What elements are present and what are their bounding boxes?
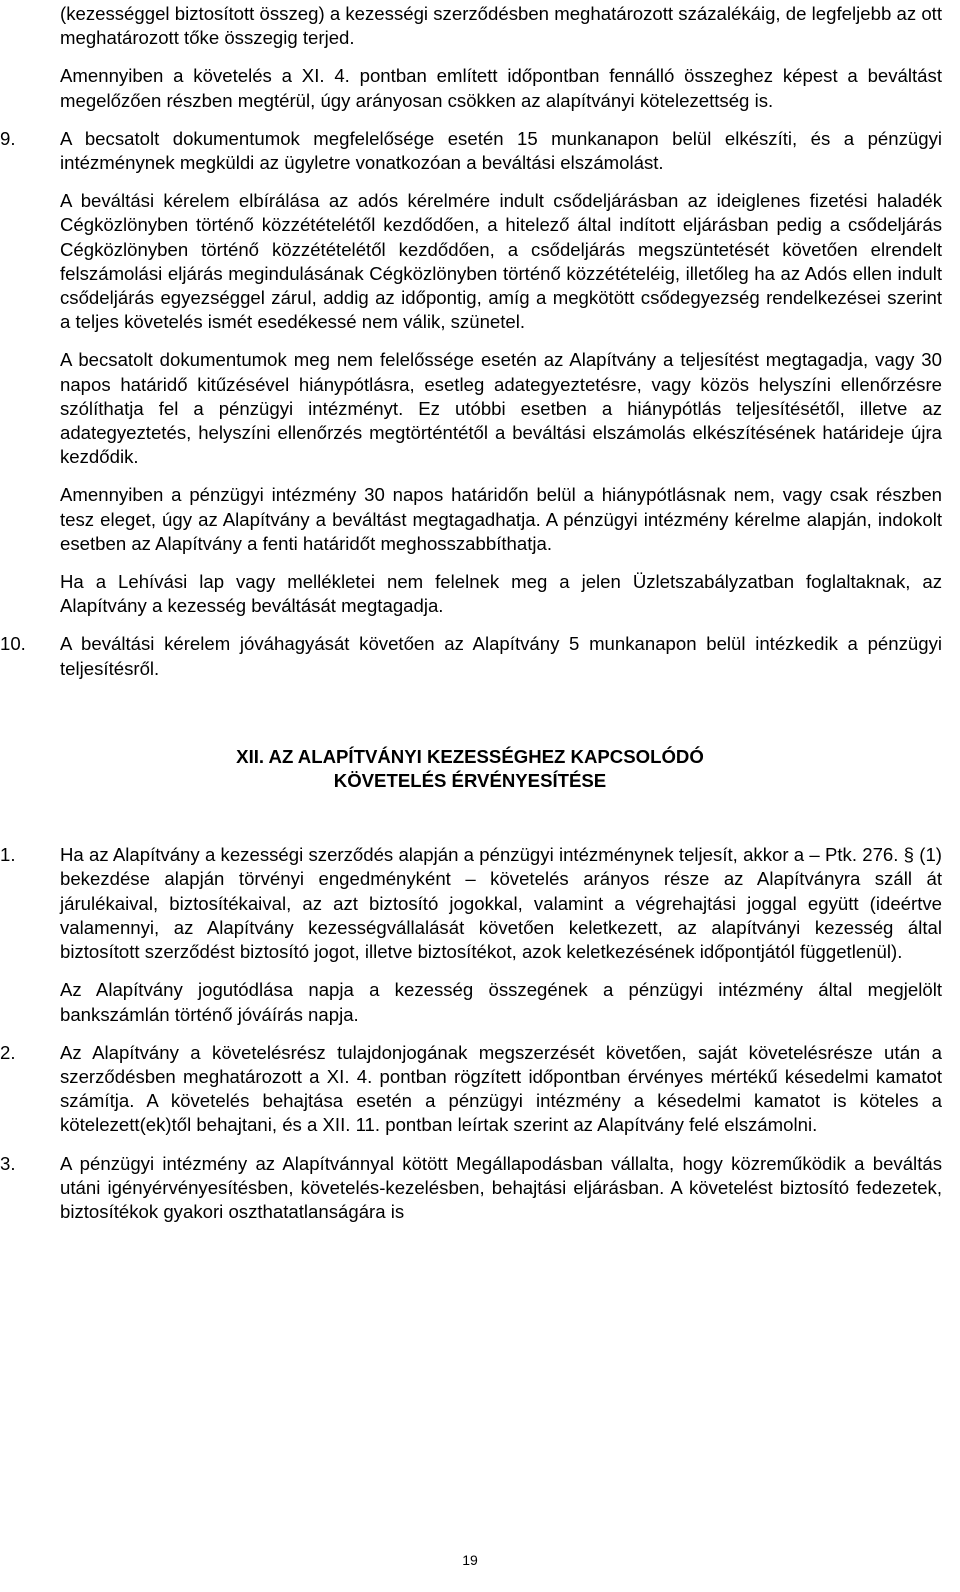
list-item-10 bbox=[0, 632, 942, 680]
section-item-3 bbox=[0, 1152, 942, 1225]
list-number: 10. bbox=[0, 633, 26, 655]
paragraph: A becsatolt dokumentumok meg nem felelőssége esetén az Alapítvány a teljesítést megtagadja, vagy 30 napos határidő kitűzésével hiánypótlásra, esetleg adategyeztetésre, vagy közös helyszíni ellenőrzésre szólíthatja fel a pénzügyi intézményt. Ez utóbbi esetben a hiánypótlás teljesítésétől, illetve az adategyeztetés, helyszíni ellenőrzés megtörténtétől a beváltási elszámolás elkészítésének határideje újra kezdődik. bbox=[60, 349, 942, 468]
paragraph: Az Alapítvány a követelésrész tulajdonjogának megszerzését követően, saját követelésrésze után a szerződésben meghatározott a XI. 4. pontban rögzített időpontban érvényes mértékű késedelmi kamatot számítja. A követelés behajtása esetén a pénzügyi intézmény a késedelmi kamatot is köteles a kötelezett(ek)től behajtani, és a XII. 11. pontban leírtak szerint az Alapítvány felé elszámolni. bbox=[60, 1041, 942, 1136]
paragraph: A pénzügyi intézmény az Alapítvánnyal kötött Megállapodásban vállalta, hogy közreműködik a beváltás utáni igényérvényesítésben, követelés-kezelésben, behajtási eljárásban. A követelést biztosító fedezetek, biztosítékok gyakori oszthatatlanságára is bbox=[60, 1152, 942, 1222]
list-number: 2. bbox=[0, 1041, 16, 1063]
paragraph: Amennyiben a pénzügyi intézmény 30 napos határidőn belül a hiánypótlásnak nem, vagy csak részben tesz eleget, úgy az Alapítvány a beváltást megtagadhatja. A pénzügyi intézmény kérelme alapján, indokolt esetben az Alapítvány a fenti határidőt meghosszabbíthatja. bbox=[60, 484, 942, 554]
paragraph: A beváltási kérelem elbírálása az adós kérelmére indult csődeljárásban az ideiglenes fizetési haladék Cégközlönyben történő közzétételétől kezdődően, a hitelező által indított eljárásban pedig a csődeljárás Cégközlönyben történő közzétételétől kezdődően, a csődeljárás megszüntetését követően elrendelt felszámolási eljárás megindulásának Cégközlönyben történő közzétételéig, illetőleg ha az Adós ellen indult csődeljárás egyezséggel zárul, addig az időpontig, amíg a megkötött csődegyezség rendelkezései szerint a teljes követelés ismét esedékessé nem válik, szünetel. bbox=[60, 190, 942, 333]
section-heading-line: KÖVETELÉS ÉRVÉNYESÍTÉSE bbox=[333, 770, 607, 792]
paragraph: Ha a Lehívási lap vagy mellékletei nem felelnek meg a jelen Üzletszabályzatban foglaltaknak, az Alapítvány a kezesség beváltását megtagadja. bbox=[60, 571, 942, 617]
paragraph: A becsatolt dokumentumok megfelelősége esetén 15 munkanapon belül elkészíti, és a pénzügyi intézménynek megküldi az ügyletre vonatkozóan a beváltási elszámolást. bbox=[60, 127, 942, 174]
section-heading-line: XII. AZ ALAPÍTVÁNYI KEZESSÉGHEZ KAPCSOLÓDÓ bbox=[236, 745, 704, 767]
section-item-2 bbox=[0, 1041, 942, 1138]
paragraph: A beváltási kérelem jóváhagyását követően az Alapítvány 5 munkanapon belül intézkedik a pénzügyi teljesítésről. bbox=[60, 633, 942, 679]
paragraph: Ha az Alapítvány a kezességi szerződés alapján a pénzügyi intézménynek teljesít, akkor a – Ptk. 276. § (1) bekezdése alapján törvényi engedményként – követelés arányos része az Alapítványra száll át járulékaival, biztosítékaival, az azt biztosító jogokkal, valamint a végrehajtási joggal együtt (ideértve valamennyi, az Alapítvány kezességvállalását követően keletkezett, az alapítványi kezesség által biztosított szerződést biztosító jogot, illetve biztosítékot, azok keletkezésének időpontjától függetlenül). bbox=[60, 844, 942, 963]
paragraph: Az Alapítvány jogutódlása napja a kezesség összegének a pénzügyi intézmény által megjelölt bankszámlán történő jóváírás napja. bbox=[60, 979, 942, 1025]
page-number: 19 bbox=[462, 1552, 478, 1568]
list-number: 1. bbox=[0, 844, 16, 866]
list-item-9 bbox=[0, 127, 942, 619]
section-heading bbox=[0, 745, 940, 793]
paragraph: Amennyiben a követelés a XI. 4. pontban említett időpontban fennálló összeghez képest a beváltást megelőzően részben megtérül, úgy arányosan csökken az alapítványi kötelezettség is. bbox=[60, 65, 942, 111]
paragraph: (kezességgel biztosított összeg) a kezességi szerződésben meghatározott százalékáig, de legfeljebb az ott meghatározott tőke összegig terjed. bbox=[60, 3, 942, 49]
list-number: 9. bbox=[0, 127, 16, 149]
list-number: 3. bbox=[0, 1152, 16, 1174]
section-item-1 bbox=[0, 843, 942, 1026]
